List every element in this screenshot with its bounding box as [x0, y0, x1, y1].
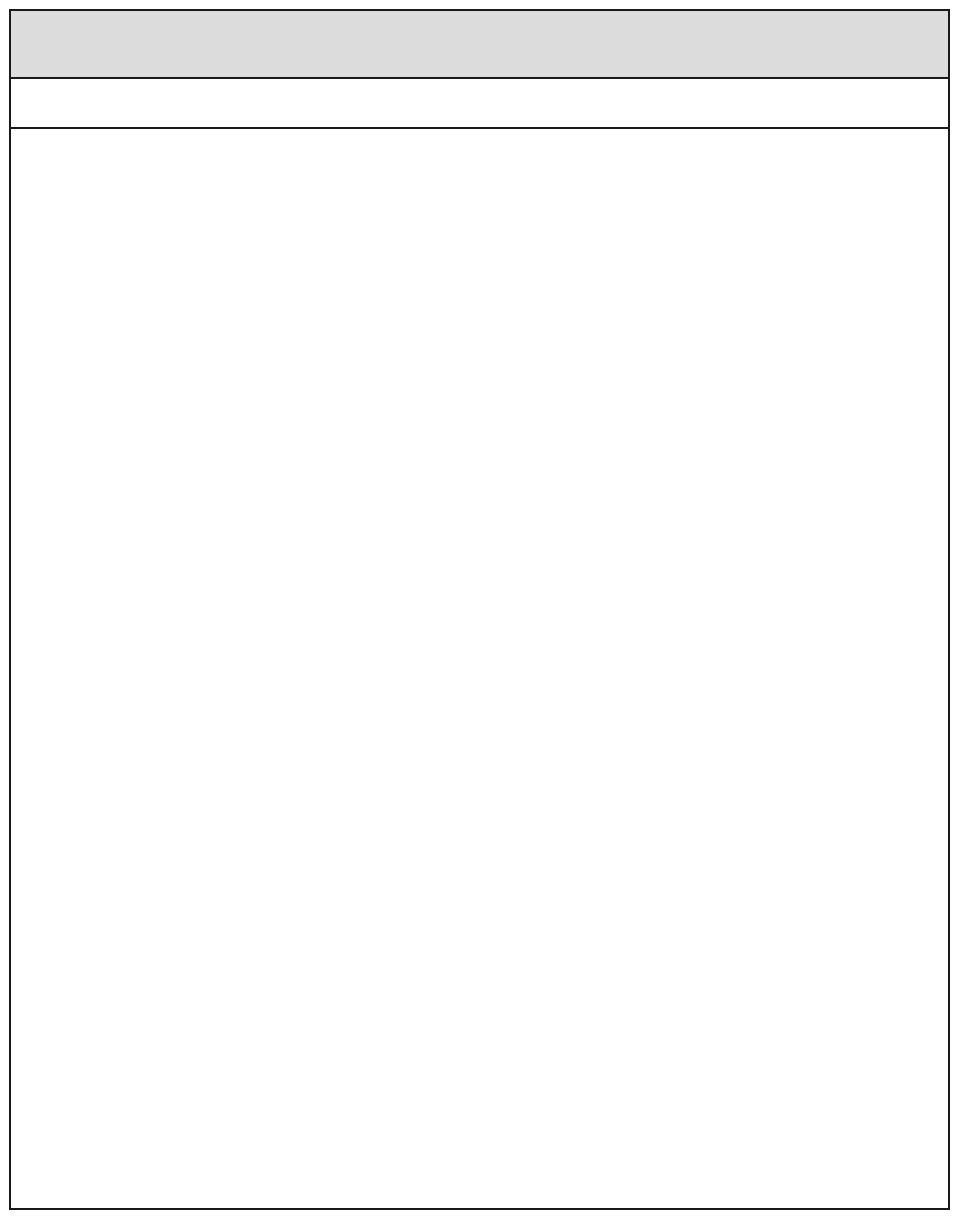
page-title [11, 11, 948, 79]
spec-sheet [9, 9, 950, 1210]
section-heading [11, 79, 948, 129]
